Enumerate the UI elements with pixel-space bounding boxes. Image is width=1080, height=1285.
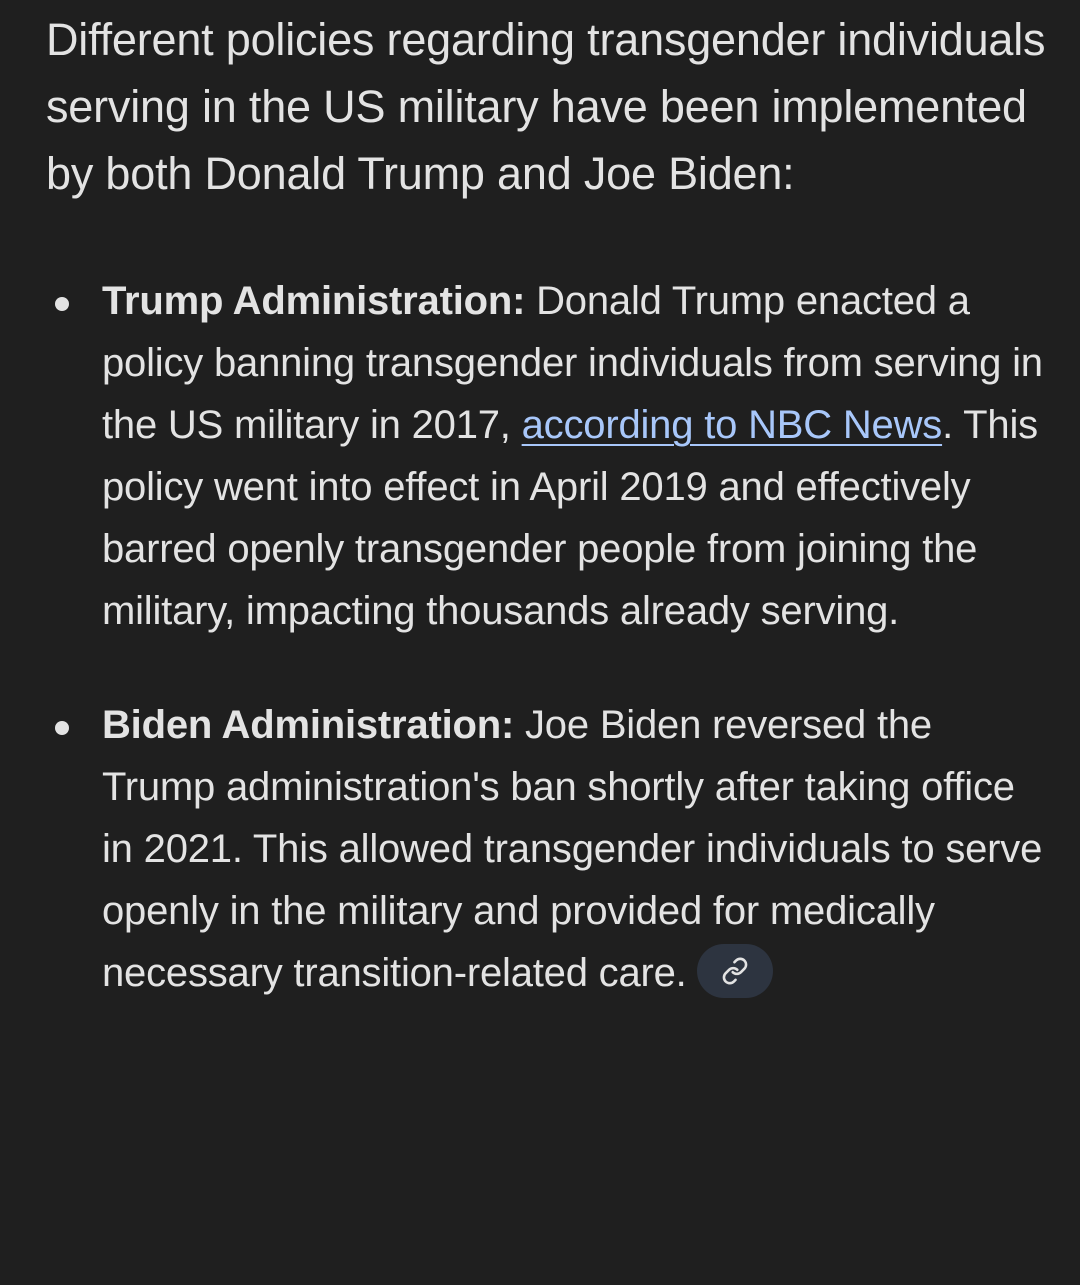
intro-paragraph: Different policies regarding transgender individuals serving in the US military have been implemented by both Donald Trump and Joe Biden: bbox=[46, 14, 1046, 199]
list-item-trump bbox=[46, 270, 1046, 642]
bullet-dot-icon bbox=[55, 297, 69, 311]
bullet-text-trump-after-link: . This policy went into effect in April 2019 and effectively barred openly transgender people from joining the military, impacting thousands already serving. bbox=[102, 403, 1038, 633]
nbc-news-link[interactable]: according to NBC News bbox=[521, 403, 943, 447]
link-icon bbox=[721, 957, 749, 985]
bullet-heading-trump: Trump Administration: bbox=[102, 279, 526, 323]
bullet-text-trump-before-link: Donald Trump enacted a policy banning transgender individuals from serving in the US military in 2017, bbox=[102, 279, 1043, 447]
policy-list bbox=[46, 270, 1046, 1004]
source-link-chip[interactable] bbox=[697, 944, 773, 998]
list-item-biden bbox=[46, 694, 1046, 1004]
bullet-heading-biden: Biden Administration: bbox=[102, 703, 515, 747]
bullet-text-biden: Joe Biden reversed the Trump administration's ban shortly after taking office in 2021. This allowed transgender individuals to serve openly in the military and provided for medically necessary transition-related care. bbox=[102, 703, 1043, 995]
bullet-dot-icon bbox=[55, 721, 69, 735]
response-content bbox=[46, 6, 1046, 1004]
